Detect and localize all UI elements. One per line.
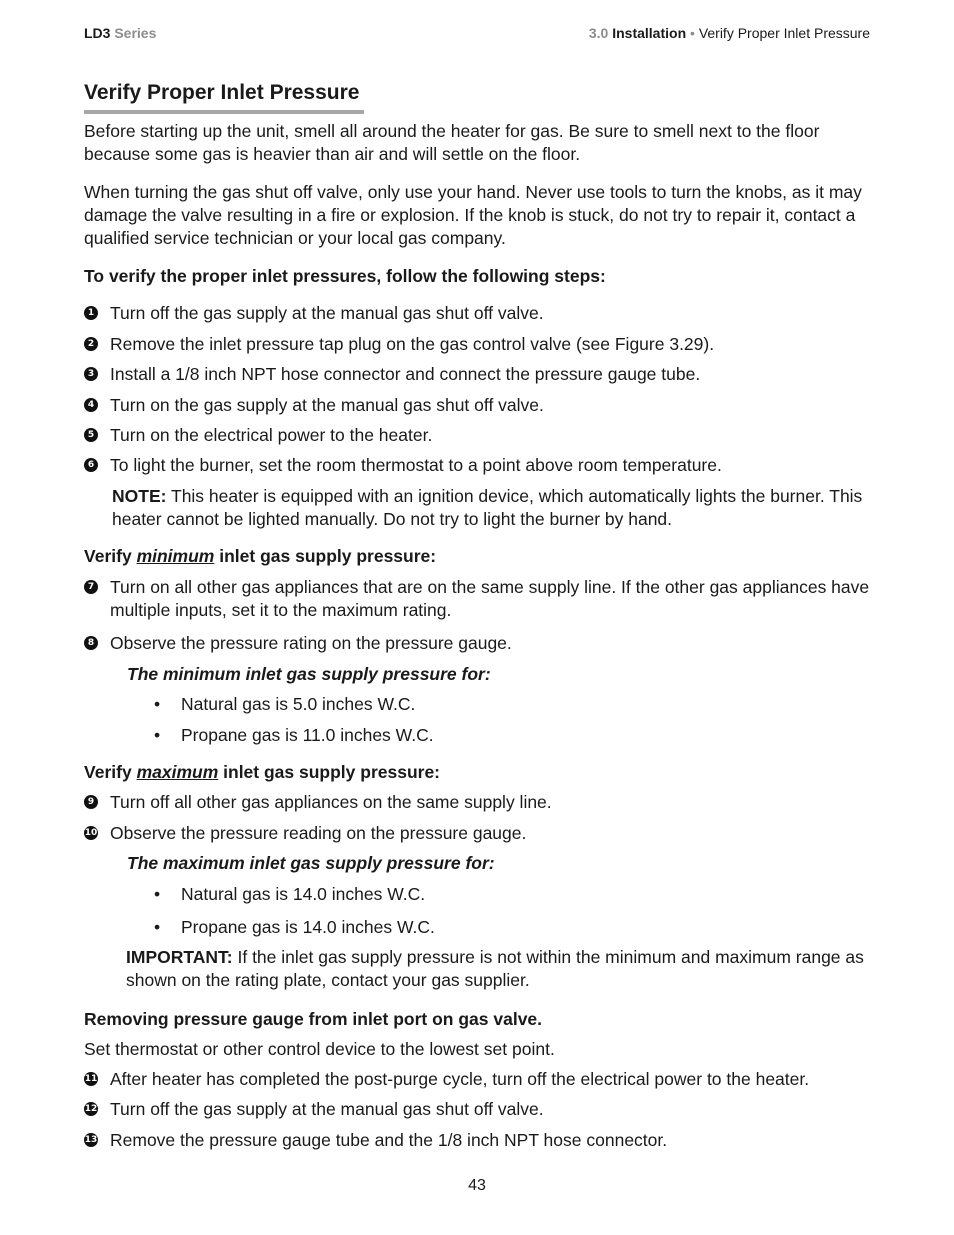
minimum-keyword: minimum (136, 546, 215, 566)
step-9 (84, 791, 870, 814)
step-text: Turn on the gas supply at the manual gas shut off valve. (110, 395, 544, 415)
step-text: Observe the pressure rating on the pressure gauge. (110, 633, 512, 653)
step-number-badge: 3 (84, 367, 98, 381)
series-code: LD3 (84, 25, 111, 41)
bullet-text: Propane gas is 14.0 inches W.C. (181, 917, 435, 937)
step-13 (84, 1129, 870, 1152)
minimum-heading (84, 545, 870, 568)
step-7 (84, 576, 870, 622)
step-text: Install a 1/8 inch NPT hose connector and connect the pressure gauge tube. (110, 364, 701, 384)
intro-paragraph-2: When turning the gas shut off valve, only use your hand. Never use tools to turn the knobs, as it may damage the valve resulting in a fire or explosion. If the knob is stuck, do not try to repair it, contact a qualified service technician or your local gas company. (84, 182, 862, 248)
steps-heading: To verify the proper inlet pressures, follow the following steps: (84, 266, 606, 286)
bullet-icon: • (154, 725, 161, 745)
step-8 (84, 632, 870, 655)
maximum-heading (84, 761, 870, 784)
step-text: Observe the pressure reading on the pressure gauge. (110, 823, 527, 843)
step-text: To light the burner, set the room thermostat to a point above room temperature. (110, 455, 722, 475)
maximum-keyword: maximum (136, 762, 219, 782)
step-number-badge: 1 (84, 306, 98, 320)
intro-paragraph-1: Before starting up the unit, smell all around the heater for gas. Be sure to smell next to the floor because some gas is heavier than air and will settle on the floor. (84, 121, 820, 164)
step-number-badge: 2 (84, 337, 98, 351)
step-1 (84, 302, 870, 325)
step-10 (84, 822, 870, 845)
page-number: 43 (468, 1177, 486, 1194)
bullet-icon: • (154, 694, 161, 714)
title-underline (84, 110, 364, 114)
step-number-badge: 7 (84, 580, 98, 594)
step-text: Turn on the electrical power to the heater. (110, 425, 433, 445)
bullet-text: Propane gas is 11.0 inches W.C. (181, 725, 434, 745)
step-12 (84, 1098, 870, 1121)
step-text: Remove the inlet pressure tap plug on the gas control valve (see Figure 3.29). (110, 334, 715, 354)
section-number: 3.0 (588, 25, 609, 41)
step-text: Remove the pressure gauge tube and the 1/8 inch NPT hose connector. (110, 1130, 668, 1150)
section-name: Installation (612, 25, 687, 41)
important-note (126, 946, 866, 992)
header-section (589, 25, 870, 41)
maximum-heading-prefix: Verify (84, 762, 132, 782)
minimum-item-propane (154, 724, 434, 747)
header-separator: • (690, 25, 695, 41)
step-number-badge: 11 (84, 1074, 98, 1084)
page-title: Verify Proper Inlet Pressure (84, 81, 360, 104)
step-number-badge: 12 (84, 1104, 98, 1114)
maximum-subheading: The maximum inlet gas supply pressure for: (127, 853, 495, 873)
step-2 (84, 333, 870, 356)
bullet-icon: • (154, 884, 161, 904)
step-11 (84, 1068, 870, 1091)
step-text: Turn off the gas supply at the manual gas shut off valve. (110, 303, 544, 323)
step-6 (84, 454, 870, 477)
note-text: This heater is equipped with an ignition device, which automatically lights the burner. This heater cannot be lighted manually. Do not try to light the burner by hand. (112, 486, 863, 529)
step-5 (84, 424, 870, 447)
header-series (84, 25, 156, 41)
step-number-badge: 5 (84, 428, 98, 442)
step-number-badge: 6 (84, 458, 98, 472)
step-number-badge: 10 (84, 828, 98, 838)
important-label: IMPORTANT: (126, 947, 233, 967)
maximum-item-propane (154, 916, 435, 939)
bullet-icon: • (154, 917, 161, 937)
minimum-item-natural (154, 693, 415, 716)
minimum-heading-suffix: inlet gas supply pressure: (219, 546, 437, 566)
important-text: If the inlet gas supply pressure is not within the minimum and maximum range as shown on the rating plate, contact your gas supplier. (126, 947, 864, 990)
step-number-badge: 9 (84, 795, 98, 809)
step-text: Turn off all other gas appliances on the same supply line. (110, 792, 552, 812)
step-text: After heater has completed the post-purge cycle, turn off the electrical power to the heater. (110, 1069, 810, 1089)
step-4 (84, 394, 870, 417)
step-3 (84, 363, 870, 386)
step-text: Turn on all other gas appliances that are on the same supply line. If the other gas appliances have multiple inputs, set it to the maximum rating. (110, 577, 870, 620)
note (112, 485, 872, 531)
step-number-badge: 13 (84, 1135, 98, 1145)
minimum-subheading: The minimum inlet gas supply pressure for: (127, 664, 491, 684)
series-word: Series (114, 25, 157, 41)
step-number-badge: 8 (84, 636, 98, 650)
section-topic: Verify Proper Inlet Pressure (698, 25, 870, 41)
removing-heading: Removing pressure gauge from inlet port on gas valve. (84, 1009, 543, 1029)
removing-text: Set thermostat or other control device to the lowest set point. (84, 1039, 555, 1059)
bullet-text: Natural gas is 14.0 inches W.C. (181, 884, 426, 904)
bullet-text: Natural gas is 5.0 inches W.C. (181, 694, 416, 714)
minimum-heading-prefix: Verify (84, 546, 132, 566)
step-number-badge: 4 (84, 398, 98, 412)
maximum-heading-suffix: inlet gas supply pressure: (223, 762, 441, 782)
step-text: Turn off the gas supply at the manual gas shut off valve. (110, 1099, 544, 1119)
maximum-item-natural (154, 883, 425, 906)
note-label: NOTE: (112, 486, 167, 506)
